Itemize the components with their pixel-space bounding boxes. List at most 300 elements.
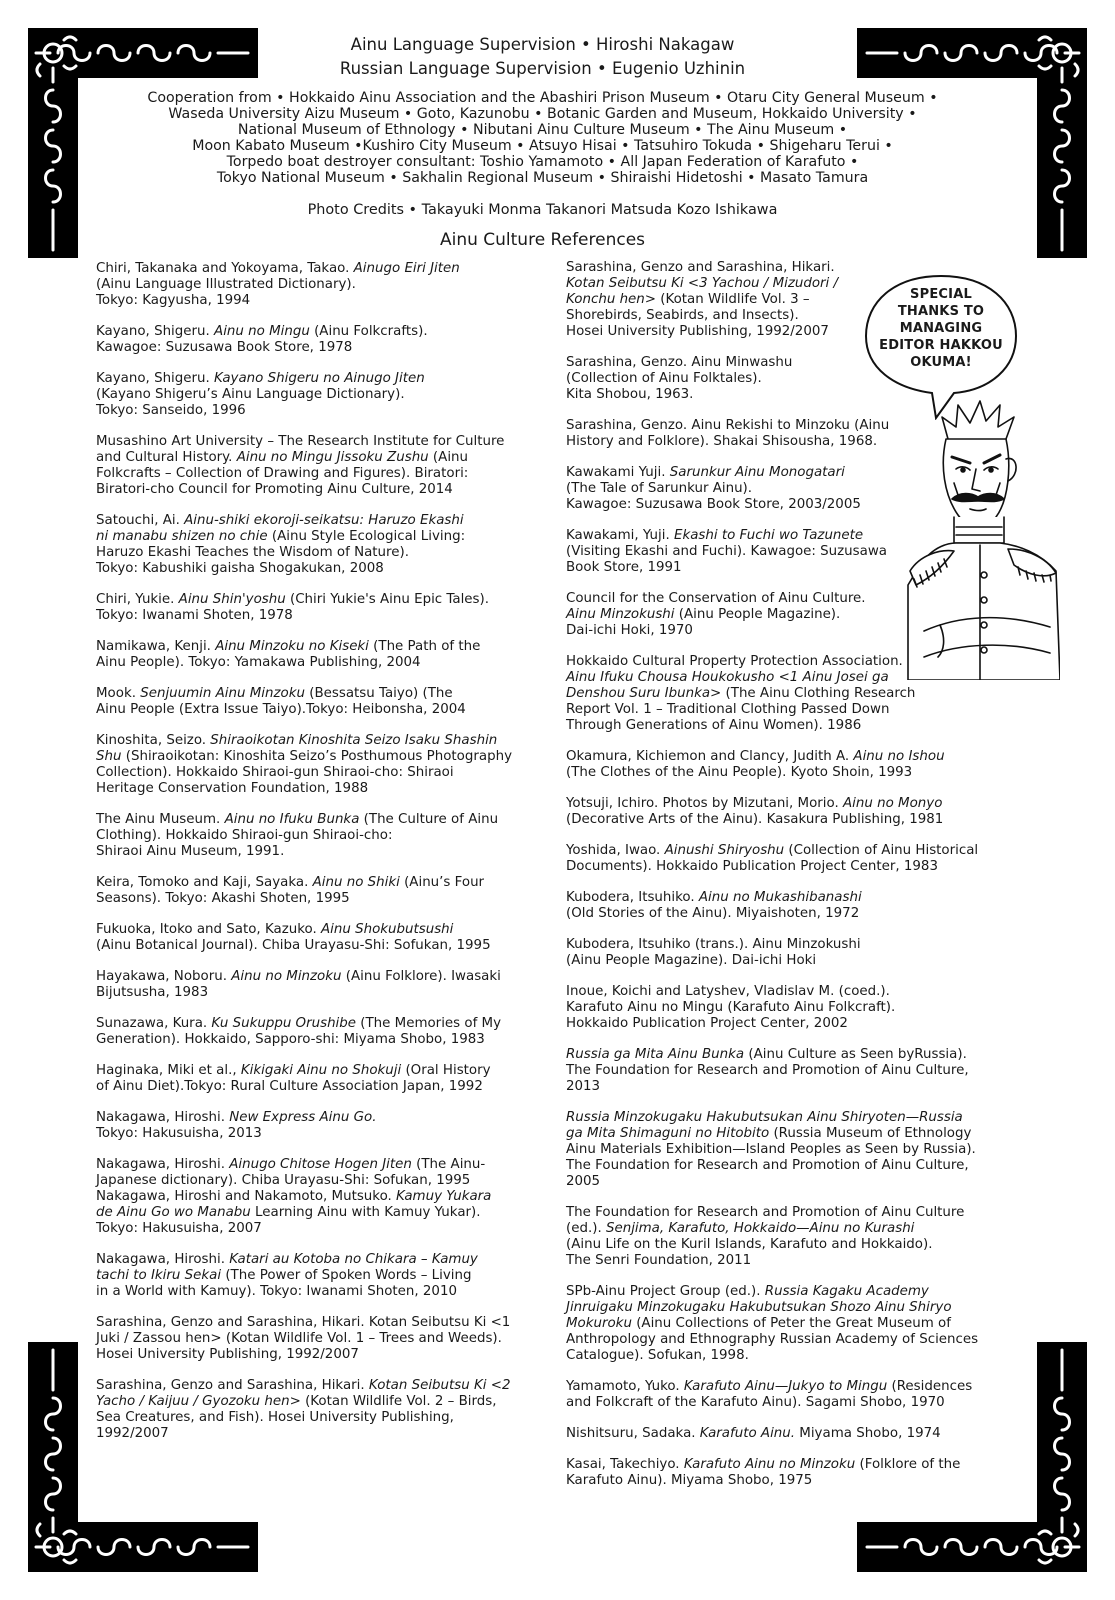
reference-text: Tokyo: Kagyusha, 1994 — [96, 293, 251, 308]
reference-line — [96, 828, 536, 844]
cooperation-line: Moon Kabato Museum •Kushiro City Museum • Atsuyo Hisai • Tatsuhiro Tokuda • Shigeharu Terui • — [192, 138, 893, 154]
reference-line — [96, 340, 536, 356]
reference-line — [566, 953, 1011, 969]
reference-text: Nakagawa, Hiroshi and Nakamoto, Mutsuko. — [96, 1189, 397, 1204]
reference-text: (Oral History — [401, 1063, 491, 1078]
reference-text: Haruzo Ekashi Teaches the Wisdom of Nature). — [96, 545, 409, 560]
reference-entry — [566, 1205, 1011, 1269]
reference-entry — [96, 969, 536, 1001]
reference-text: (Old Stories of the Ainu). Miyaishoten, 1972 — [566, 906, 860, 921]
reference-line — [566, 1395, 1011, 1411]
reference-text: (ed.). — [566, 1221, 606, 1236]
reference-entry — [96, 371, 536, 419]
reference-text: (Ainu Folklore). Iwasaki — [341, 969, 501, 984]
reference-entry — [96, 592, 536, 624]
reference-text: The Senri Foundation, 2011 — [566, 1253, 752, 1268]
reference-title-italic: Karafuto Ainu—Jukyo to Mingu — [683, 1379, 888, 1394]
reference-line — [566, 1110, 1011, 1126]
reference-line — [566, 1348, 1011, 1364]
reference-line — [96, 1378, 536, 1394]
reference-title-italic: Ainugo Chitose Hogen Jiten — [229, 1157, 412, 1172]
reference-line — [566, 812, 1011, 828]
reference-line — [96, 749, 536, 765]
reference-entry — [566, 1426, 1011, 1442]
reference-title-italic: de Ainu Go wo Manabu — [96, 1205, 251, 1220]
reference-title-italic: Yacho / Kaijuu / Gyozoku hen> — [96, 1394, 301, 1409]
reference-text: Juki / Zassou hen> (Kotan Wildlife Vol. 1 – Trees and Weeds). — [96, 1331, 502, 1346]
reference-line — [566, 1126, 1011, 1142]
reference-text: Folkcrafts – Collection of Drawing and Figures). Biratori: — [96, 466, 469, 481]
reference-text: Nakagawa, Hiroshi. — [96, 1157, 230, 1172]
reference-line — [566, 718, 1011, 734]
reference-text: Ainu Materials Exhibition—Island Peoples as Seen by Russia). — [566, 1142, 976, 1157]
reference-line — [566, 796, 1011, 812]
reference-line — [566, 702, 1011, 718]
reference-line — [566, 1000, 1011, 1016]
reference-text: Learning Ainu with Kamuy Yukar). — [250, 1205, 481, 1220]
reference-line — [96, 1032, 536, 1048]
reference-line — [96, 1284, 536, 1300]
reference-text: Biratori-cho Council for Promoting Ainu Culture, 2014 — [96, 482, 453, 497]
reference-entry — [96, 1378, 536, 1442]
reference-text: The Foundation for Research and Promotion of Ainu Culture, — [566, 1158, 969, 1173]
reference-text: (Ainu Life on the Kuril Islands, Karafuto and Hokkaido). — [566, 1237, 933, 1252]
reference-text: Tokyo: Iwanami Shoten, 1978 — [96, 608, 293, 623]
reference-text: Kita Shobou, 1963. — [566, 387, 694, 402]
reference-title-italic: Ainu Minzokushi — [566, 607, 675, 622]
cooperation-line: Torpedo boat destroyer consultant: Toshio Yamamoto • All Japan Federation of Karafuto • — [226, 154, 859, 170]
cooperation-line: Waseda University Aizu Museum • Goto, Kazunobu • Botanic Garden and Museum, Hokkaido University • — [168, 106, 917, 122]
reference-line — [96, 922, 536, 938]
reference-text: Hayakawa, Noboru. — [96, 969, 232, 984]
reference-text: Council for the Conservation of Ainu Culture. — [566, 591, 866, 606]
reference-entry — [96, 434, 536, 498]
cooperation-line: National Museum of Ethnology • Nibutani Ainu Culture Museum • The Ainu Museum • — [237, 122, 848, 138]
reference-entry — [566, 749, 1011, 781]
reference-line — [96, 1173, 536, 1189]
reference-text: Documents). Hokkaido Publication Project Center, 1983 — [566, 859, 938, 874]
reference-title-italic: Ekashi to Fuchi wo Tazunete — [674, 528, 864, 543]
reference-title-italic: Ainu no Monyo — [842, 796, 943, 811]
reference-title-italic: Senjuumin Ainu Minzoku — [140, 686, 305, 701]
reference-text: (The Power of Spoken Words – Living — [221, 1268, 472, 1283]
reference-text: (Kotan Wildlife Vol. 3 – — [656, 292, 810, 307]
reference-text: Sarashina, Genzo and Sarashina, Hikari. Kotan Seibutsu Ki <1 — [96, 1315, 511, 1330]
reference-text: Hokkaido Cultural Property Protection Association. — [566, 654, 903, 669]
reference-line — [566, 1332, 1011, 1348]
reference-text: Seasons). Tokyo: Akashi Shoten, 1995 — [96, 891, 350, 906]
credits-header — [100, 33, 985, 251]
reference-text: The Foundation for Research and Promotion of Ainu Culture, — [566, 1063, 969, 1078]
reference-line — [566, 1237, 1011, 1253]
reference-line — [96, 686, 536, 702]
reference-text: Karafuto Ainu). Miyama Shobo, 1975 — [566, 1473, 813, 1488]
reference-entry — [96, 875, 536, 907]
reference-text: Kawakami, Yuji. — [566, 528, 674, 543]
reference-line — [96, 371, 536, 387]
reference-title-italic: Ainu no Mingu Jissoku Zushu — [236, 450, 429, 465]
reference-line — [566, 1063, 1011, 1079]
reference-title-italic: Ainu Ifuku Chousa Houkokusho <1 Ainu Josei ga — [566, 670, 889, 685]
reference-line — [96, 1410, 536, 1426]
reference-line — [96, 434, 536, 450]
reference-text: (Shiraoikotan: Kinoshita Seizo’s Posthumous Photography — [121, 749, 512, 764]
reference-line — [566, 843, 1011, 859]
reference-text: Hokkaido Publication Project Center, 2002 — [566, 1016, 848, 1031]
reference-text: Fukuoka, Itoko and Sato, Kazuko. — [96, 922, 321, 937]
reference-text: Nakagawa, Hiroshi. — [96, 1110, 230, 1125]
reference-text: (Decorative Arts of the Ainu). Kasakura Publishing, 1981 — [566, 812, 944, 827]
reference-text: (Ainu — [428, 450, 469, 465]
reference-line — [566, 1457, 1011, 1473]
reference-text: (Bessatsu Taiyo) (The — [304, 686, 453, 701]
reference-entry — [96, 1110, 536, 1142]
officer-portrait-icon — [900, 395, 1060, 680]
reference-line — [96, 1426, 536, 1442]
reference-text: Nakagawa, Hiroshi. — [96, 1252, 230, 1267]
reference-title-italic: Ainu no Mingu — [214, 324, 310, 339]
reference-title-italic: Ainu no Mukashibanashi — [698, 890, 862, 905]
reference-line — [96, 891, 536, 907]
reference-text: (Ainu Folkcrafts). — [309, 324, 428, 339]
reference-title-italic: Shu — [96, 749, 122, 764]
reference-line — [96, 403, 536, 419]
reference-line — [566, 859, 1011, 875]
reference-text: (Chiri Yukie's Ainu Epic Tales). — [285, 592, 489, 607]
reference-line — [96, 639, 536, 655]
reference-text: Kayano, Shigeru. — [96, 324, 215, 339]
reference-line — [96, 969, 536, 985]
reference-text: Kubodera, Itsuhiko. — [566, 890, 699, 905]
reference-line — [96, 561, 536, 577]
reference-line — [566, 1158, 1011, 1174]
reference-title-italic: ni manabu shizen no chie — [96, 529, 268, 544]
reference-text: Shorebirds, Seabirds, and Insects). — [566, 308, 799, 323]
reference-entry — [96, 639, 536, 671]
reference-text: Generation). Hokkaido, Sapporo-shi: Miyama Shobo, 1983 — [96, 1032, 485, 1047]
cooperation-block — [100, 90, 985, 186]
reference-text: Kasai, Takechiyo. — [566, 1457, 684, 1472]
reference-text: (Ainu Botanical Journal). Chiba Urayasu-Shi: Sofukan, 1995 — [96, 938, 491, 953]
reference-text: Satouchi, Ai. — [96, 513, 185, 528]
reference-line — [96, 844, 536, 860]
reference-entry — [96, 1315, 536, 1363]
bubble-line: OKUMA! — [910, 355, 972, 370]
reference-text: Sarashina, Genzo and Sarashina, Hikari. — [566, 260, 835, 275]
reference-title-italic: Denshou Suru Ibunka> — [566, 686, 722, 701]
reference-line — [566, 984, 1011, 1000]
reference-title-italic: Katari au Kotoba no Chikara – Kamuy — [229, 1252, 478, 1267]
reference-line — [96, 1347, 536, 1363]
reference-line — [96, 1063, 536, 1079]
reference-line — [96, 1205, 536, 1221]
reference-entry — [566, 1284, 1011, 1364]
reference-line — [566, 1253, 1011, 1269]
reference-line — [96, 733, 536, 749]
reference-text: Collection). Hokkaido Shiraoi-gun Shiraoi-cho: Shiraoi — [96, 765, 454, 780]
cooperation-line: Cooperation from • Hokkaido Ainu Association and the Abashiri Prison Museum • Otaru City General Museum • — [147, 90, 938, 106]
reference-text: (Collection of Ainu Folktales). — [566, 371, 762, 386]
reference-text: Kawakami Yuji. — [566, 465, 670, 480]
reference-title-italic: ga Mita Shimaguni no Hitobito — [566, 1126, 770, 1141]
reference-line — [96, 482, 536, 498]
supervision-line: Ainu Language Supervision • Hiroshi Nakagaw — [350, 35, 735, 54]
reference-title-italic: Kamuy Yukara — [396, 1189, 492, 1204]
reference-line — [566, 1426, 1011, 1442]
reference-text: Japanese dictionary). Chiba Urayasu-Shi: Sofukan, 1995 — [96, 1173, 471, 1188]
reference-line — [96, 1157, 536, 1173]
reference-title-italic: tachi to Ikiru Sekai — [96, 1268, 222, 1283]
reference-line — [566, 1205, 1011, 1221]
reference-text: Sea Creatures, and Fish). Hosei University Publishing, — [96, 1410, 454, 1425]
reference-text: (Kayano Shigeru’s Ainu Language Dictionary). — [96, 387, 405, 402]
reference-text: Miyama Shobo, 1974 — [795, 1426, 941, 1441]
reference-line — [566, 1221, 1011, 1237]
reference-title-italic: Ainu no Shiki — [312, 875, 400, 890]
reference-text: The Ainu Museum. — [96, 812, 225, 827]
reference-text: Kawagoe: Suzusawa Book Store, 2003/2005 — [566, 497, 861, 512]
reference-line — [566, 686, 1011, 702]
reference-text: Tokyo: Sanseido, 1996 — [96, 403, 246, 418]
reference-text: and Cultural History. — [96, 450, 237, 465]
reference-text: Sarashina, Genzo. Ainu Rekishi to Minzoku (Ainu — [566, 418, 890, 433]
reference-title-italic: Ku Sukuppu Orushibe — [211, 1016, 357, 1031]
reference-text: Kubodera, Itsuhiko (trans.). Ainu Minzokushi — [566, 937, 861, 952]
reference-text: of Ainu Diet).Tokyo: Rural Culture Association Japan, 1992 — [96, 1079, 483, 1094]
reference-line — [96, 1016, 536, 1032]
reference-entry — [566, 1110, 1011, 1190]
reference-line — [566, 1379, 1011, 1395]
reference-text: Chiri, Takanaka and Yokoyama, Takao. — [96, 261, 354, 276]
reference-text: (The Ainu Clothing Research — [721, 686, 916, 701]
reference-title-italic: Karafuto Ainu. — [699, 1426, 796, 1441]
reference-line — [566, 890, 1011, 906]
reference-text: (Ainu People Magazine). — [674, 607, 841, 622]
reference-title-italic: Kayano Shigeru no Ainugo Jiten — [214, 371, 425, 386]
reference-title-italic: Shiraoikotan Kinoshita Seizo Isaku Shashin — [210, 733, 498, 748]
reference-text: (The Tale of Sarunkur Ainu). — [566, 481, 753, 496]
reference-text: Kawagoe: Suzusawa Book Store, 1978 — [96, 340, 353, 355]
reference-line — [96, 1252, 536, 1268]
reference-line — [96, 655, 536, 671]
reference-title-italic: Ainu no Ishou — [853, 749, 945, 764]
reference-line — [566, 1300, 1011, 1316]
reference-title-italic: Ainu no Ifuku Bunka — [224, 812, 360, 827]
reference-text: The Foundation for Research and Promotion of Ainu Culture — [566, 1205, 965, 1220]
reference-line — [566, 906, 1011, 922]
reference-text: (Folklore of the — [855, 1457, 961, 1472]
reference-text: and Folkcraft of the Karafuto Ainu). Sagami Shobo, 1970 — [566, 1395, 945, 1410]
supervision-line: Russian Language Supervision • Eugenio Uzhinin — [339, 59, 746, 78]
reference-text: (Ainu’s Four — [399, 875, 485, 890]
reference-title-italic: Ainu-shiki ekoroji-seikatsu: Haruzo Ekashi — [184, 513, 464, 528]
reference-text: (Russia Museum of Ethnology — [769, 1126, 972, 1141]
reference-line — [96, 608, 536, 624]
reference-line — [96, 938, 536, 954]
bubble-line: MANAGING — [899, 321, 983, 336]
reference-line — [96, 277, 536, 293]
reference-entry — [566, 1047, 1011, 1095]
reference-title-italic: Sarunkur Ainu Monogatari — [669, 465, 845, 480]
reference-text: Tokyo: Kabushiki gaisha Shogakukan, 2008 — [96, 561, 384, 576]
reference-line — [96, 1221, 536, 1237]
reference-line — [96, 1110, 536, 1126]
reference-text: Namikawa, Kenji. — [96, 639, 216, 654]
bubble-line: SPECIAL — [910, 287, 972, 302]
reference-text: in a World with Kamuy). Tokyo: Iwanami Shoten, 2010 — [96, 1284, 457, 1299]
reference-line — [96, 293, 536, 309]
reference-title-italic: Mokuroku — [566, 1316, 632, 1331]
reference-line — [96, 765, 536, 781]
reference-text: Musashino Art University – The Research Institute for Culture — [96, 434, 505, 449]
photo-credits: Photo Credits • Takayuki Monma Takanori Matsuda Kozo Ishikawa — [307, 202, 778, 218]
reference-text: Anthropology and Ethnography Russian Academy of Sciences — [566, 1332, 979, 1347]
reference-text: Keira, Tomoko and Kaji, Sayaka. — [96, 875, 313, 890]
reference-line — [96, 985, 536, 1001]
reference-text: (Ainu Collections of Peter the Great Museum of — [631, 1316, 951, 1331]
reference-line — [96, 529, 536, 545]
reference-text: History and Folklore). Shakai Shisousha, 1968. — [566, 434, 878, 449]
reference-text: Sarashina, Genzo and Sarashina, Hikari. — [96, 1378, 369, 1393]
reference-text: 2013 — [566, 1079, 601, 1094]
reference-title-italic: Senjima, Karafuto, Hokkaido—Ainu no Kurashi — [605, 1221, 915, 1236]
reference-text: (Visiting Ekashi and Fuchi). Kawagoe: Suzusawa — [566, 544, 888, 559]
reference-title-italic: Kotan Seibutsu Ki <2 — [368, 1378, 511, 1393]
reference-line — [566, 1174, 1011, 1190]
reference-line — [96, 387, 536, 403]
reference-text: (Ainu Style Ecological Living: — [267, 529, 466, 544]
reference-text: Mook. — [96, 686, 141, 701]
reference-text: Yamamoto, Yuko. — [566, 1379, 684, 1394]
reference-line — [96, 513, 536, 529]
reference-line — [96, 324, 536, 340]
reference-text: Chiri, Yukie. — [96, 592, 179, 607]
reference-text: Ainu People). Tokyo: Yamakawa Publishing, 2004 — [96, 655, 421, 670]
reference-text: Tokyo: Hakusuisha, 2007 — [96, 1221, 262, 1236]
reference-entry — [566, 796, 1011, 828]
reference-entry — [96, 513, 536, 577]
reference-title-italic: Ainu no Minzoku — [231, 969, 342, 984]
reference-text: (The Memories of My — [356, 1016, 502, 1031]
reference-entry — [566, 1457, 1011, 1489]
reference-text: Book Store, 1991 — [566, 560, 682, 575]
cooperation-line: Tokyo National Museum • Sakhalin Regional Museum • Shiraishi Hidetoshi • Masato Tamura — [216, 170, 869, 186]
reference-line — [96, 592, 536, 608]
reference-line — [96, 1268, 536, 1284]
reference-line — [566, 1142, 1011, 1158]
reference-entry — [96, 812, 536, 860]
reference-text: (The Ainu- — [411, 1157, 486, 1172]
reference-text: (Ainu People Magazine). Dai-ichi Hoki — [566, 953, 817, 968]
reference-text: (The Culture of Ainu — [359, 812, 499, 827]
reference-title-italic: Ainu Shokubutsushi — [320, 922, 454, 937]
reference-text: Heritage Conservation Foundation, 1988 — [96, 781, 369, 796]
reference-entry — [96, 1063, 536, 1095]
reference-text: Clothing). Hokkaido Shiraoi-gun Shiraoi-cho: — [96, 828, 393, 843]
reference-text: Hosei University Publishing, 1992/2007 — [96, 1347, 359, 1362]
reference-entry — [96, 1016, 536, 1048]
reference-line — [96, 1394, 536, 1410]
references-title: Ainu Culture References — [439, 230, 646, 250]
reference-line — [96, 1189, 536, 1205]
reference-title-italic: Ainushi Shiryoshu — [664, 843, 785, 858]
reference-text: (The Path of the — [368, 639, 481, 654]
reference-title-italic: Ainu Minzoku no Kiseki — [215, 639, 369, 654]
reference-text: (The Clothes of the Ainu People). Kyoto Shoin, 1993 — [566, 765, 913, 780]
reference-text: Inoue, Koichi and Latyshev, Vladislav M. (coed.). — [566, 984, 890, 999]
reference-text: Hosei University Publishing, 1992/2007 — [566, 324, 829, 339]
reference-text: Kayano, Shigeru. — [96, 371, 215, 386]
reference-text: Report Vol. 1 – Traditional Clothing Passed Down — [566, 702, 890, 717]
reference-text: Haginaka, Miki et al., — [96, 1063, 241, 1078]
reference-line — [566, 749, 1011, 765]
reference-line — [96, 261, 536, 277]
reference-line — [566, 765, 1011, 781]
reference-line — [96, 450, 536, 466]
reference-title-italic: Ainugo Eiri Jiten — [353, 261, 460, 276]
reference-text: Yoshida, Iwao. — [566, 843, 665, 858]
reference-text: Shiraoi Ainu Museum, 1991. — [96, 844, 285, 859]
reference-text: Tokyo: Hakusuisha, 2013 — [96, 1126, 262, 1141]
reference-line — [96, 1331, 536, 1347]
reference-line — [566, 937, 1011, 953]
reference-line — [566, 1316, 1011, 1332]
reference-text: Kinoshita, Seizo. — [96, 733, 211, 748]
reference-text: Sarashina, Genzo. Ainu Minwashu — [566, 355, 793, 370]
reference-entry — [96, 1157, 536, 1237]
reference-entry — [566, 890, 1011, 922]
reference-line — [96, 1315, 536, 1331]
reference-text: SPb-Ainu Project Group (ed.). — [566, 1284, 765, 1299]
reference-line — [96, 466, 536, 482]
reference-line — [96, 702, 536, 718]
reference-title-italic: New Express Ainu Go. — [229, 1110, 377, 1125]
reference-entry — [96, 261, 536, 309]
reference-text: (Collection of Ainu Historical — [784, 843, 979, 858]
references-column-left — [96, 261, 536, 1457]
reference-text: 2005 — [566, 1174, 601, 1189]
reference-title-italic: Russia Kagaku Academy — [764, 1284, 929, 1299]
soldier-illustration — [900, 395, 1060, 680]
reference-title-italic: Konchu hen> — [566, 292, 657, 307]
reference-entry — [96, 733, 536, 797]
reference-text: Catalogue). Sofukan, 1998. — [566, 1348, 749, 1363]
reference-entry — [96, 324, 536, 356]
reference-line — [96, 781, 536, 797]
reference-text: Sunazawa, Kura. — [96, 1016, 212, 1031]
reference-text: Karafuto Ainu no Mingu (Karafuto Ainu Folkcraft). — [566, 1000, 896, 1015]
reference-line — [96, 545, 536, 561]
reference-entry — [566, 1379, 1011, 1411]
reference-title-italic: Kikigaki Ainu no Shokuji — [240, 1063, 402, 1078]
reference-text: 1992/2007 — [96, 1426, 169, 1441]
reference-line — [566, 1284, 1011, 1300]
reference-entry — [566, 937, 1011, 969]
reference-line — [566, 1047, 1011, 1063]
reference-line — [96, 812, 536, 828]
reference-line — [96, 1079, 536, 1095]
reference-entry — [96, 1252, 536, 1300]
reference-text: (Residences — [887, 1379, 973, 1394]
reference-line — [566, 1016, 1011, 1032]
reference-line — [566, 1079, 1011, 1095]
reference-text: Ainu People (Extra Issue Taiyo).Tokyo: Heibonsha, 2004 — [96, 702, 466, 717]
reference-line — [96, 875, 536, 891]
reference-title-italic: Ainu Shin'yoshu — [178, 592, 286, 607]
reference-text: (Ainu Language Illustrated Dictionary). — [96, 277, 356, 292]
reference-text: Through Generations of Ainu Women). 1986 — [566, 718, 862, 733]
reference-entry — [566, 843, 1011, 875]
